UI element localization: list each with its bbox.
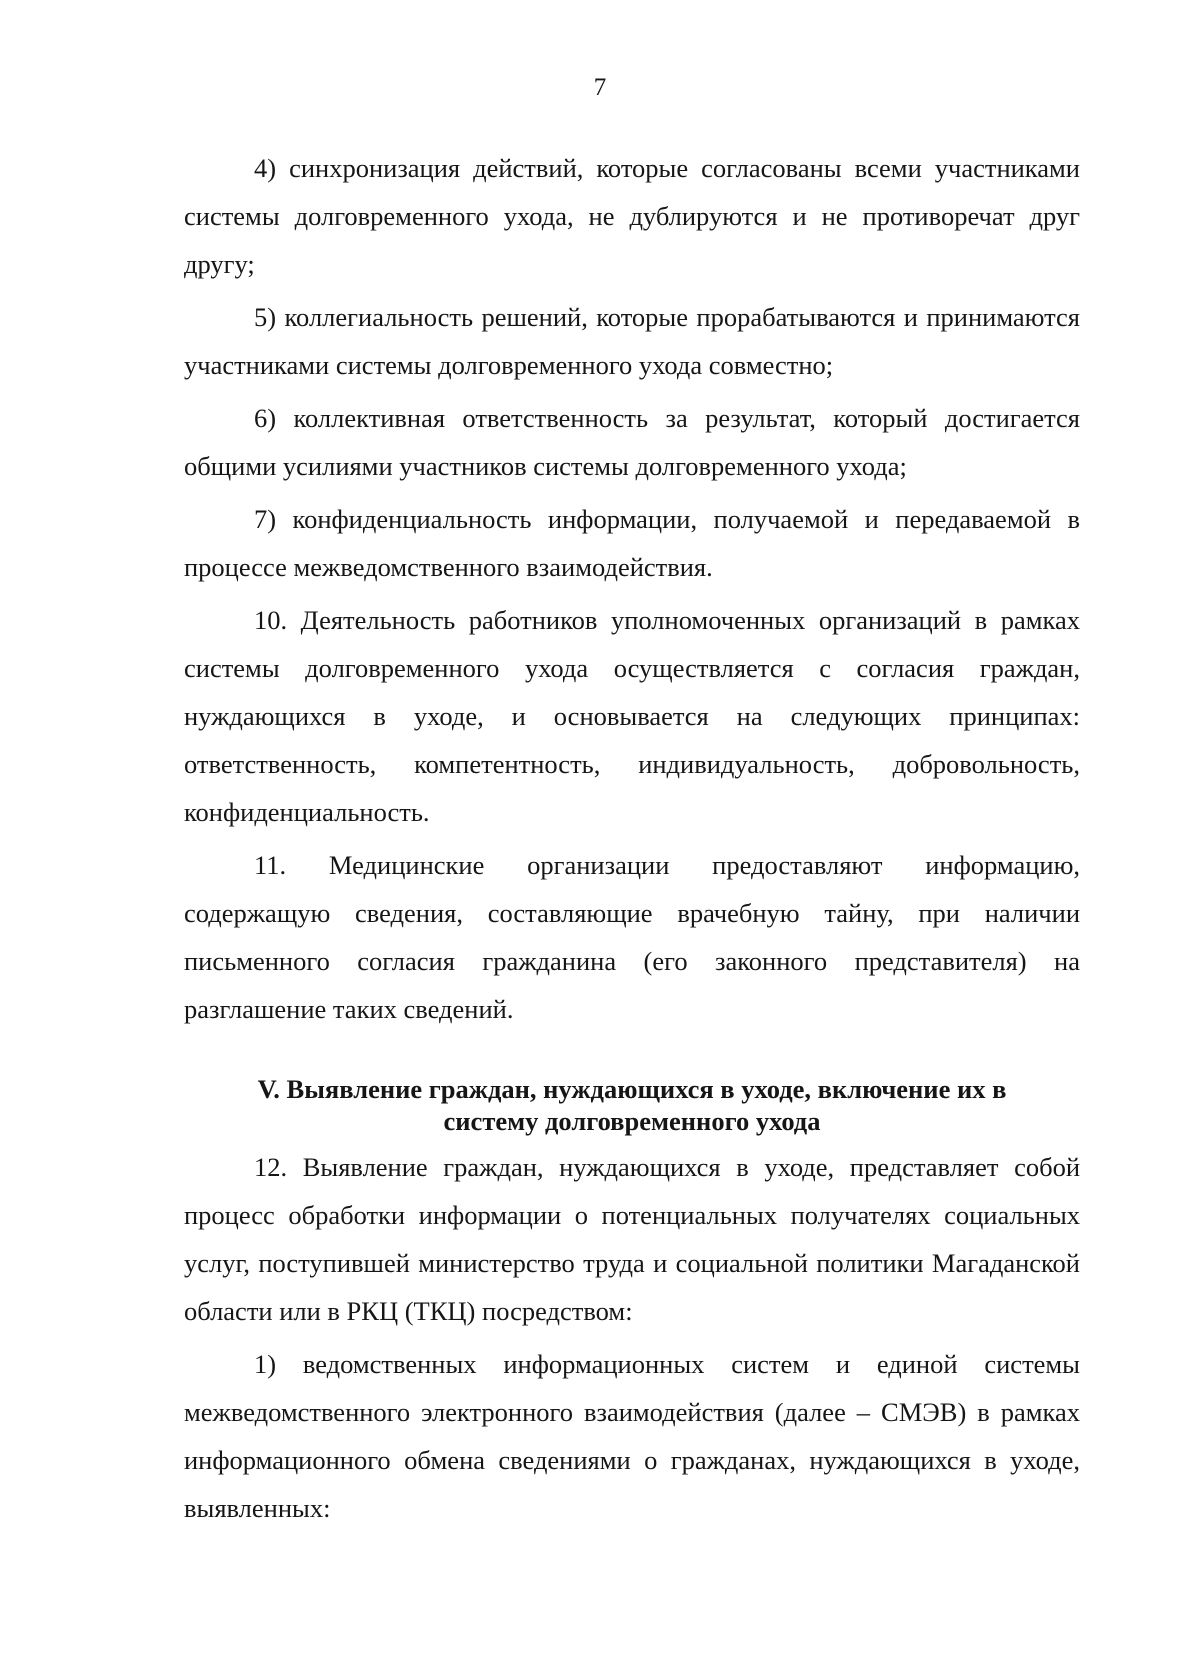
document-body (184, 144, 1080, 1537)
paragraph-clause-12: 12. Выявление граждан, нуждающихся в уходе, представляет собой процесс обработки информации о потенциальных получателях социальных услуг, поступившей министерство труда и социальной политики Магаданской области или в РКЦ (ТКЦ) посредством: (184, 1152, 1080, 1326)
section-heading-line-2: систему долговременного ухода (443, 1106, 821, 1136)
paragraph-item-6: 6) коллективная ответственность за результат, который достигается общими усилиями участников системы долговременного ухода; (184, 403, 1080, 481)
paragraph-clause-10: 10. Деятельность работников уполномоченных организаций в рамках системы долговременного ухода осуществляется с согласия граждан, нуждающихся в уходе, и основывается на следующих принципах: ответственность, компетентность, индивидуальность, добровольность, конфиденциальность. (184, 605, 1080, 827)
paragraph-subitem-1: 1) ведомственных информационных систем и единой системы межведомственного электронного взаимодействия (далее – СМЭВ) в рамках информационного обмена сведениями о гражданах, нуждающихся в уходе, выявленных: (184, 1349, 1080, 1523)
section-heading-line-1: V. Выявление граждан, нуждающихся в уходе, включение их в (257, 1074, 1007, 1104)
page-number: 7 (593, 74, 607, 101)
paragraph-clause-11: 11. Медицинские организации предоставляют информацию, содержащую сведения, составляющие врачебную тайну, при наличии письменного согласия гражданина (его законного представителя) на разглашение таких сведений. (184, 850, 1080, 1024)
paragraph-item-4: 4) синхронизация действий, которые согласованы всеми участниками системы долговременного ухода, не дублируются и не противоречат друг другу; (184, 153, 1080, 279)
paragraph-item-5: 5) коллегиальность решений, которые прорабатываются и принимаются участниками системы долговременного ухода совместно; (184, 302, 1080, 380)
paragraph-item-7: 7) конфиденциальность информации, получаемой и передаваемой в процессе межведомственного взаимодействия. (184, 504, 1080, 582)
section-heading (184, 1073, 1080, 1137)
